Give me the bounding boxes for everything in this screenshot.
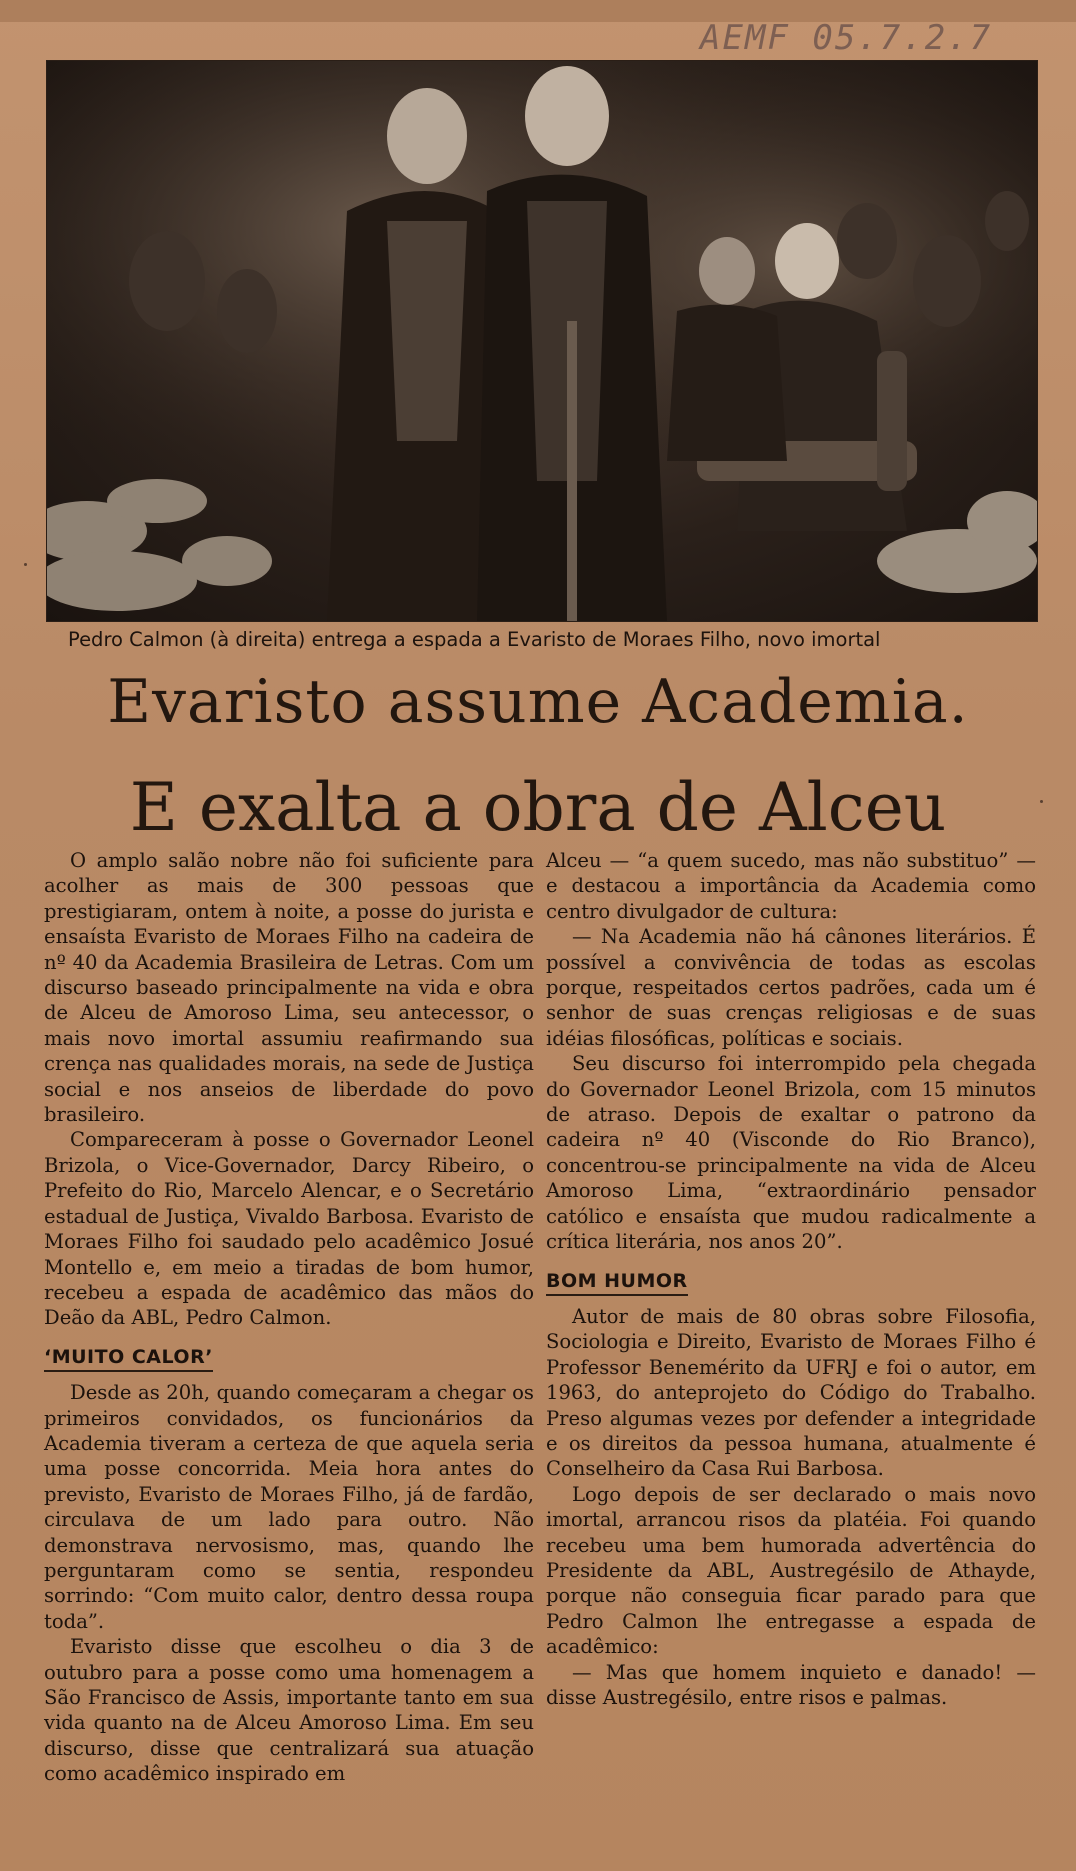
article-paragraph: O amplo salão nobre não foi suficiente para acolher as mais de 300 pessoas que prestigiaram, ontem à noite, a posse do jurista e ensaísta Evaristo de Moraes Filho na cadeira de nº 40 da Academia Brasileira de Letras. Com um discurso baseado principalmente na vida e obra de Alceu de Amoroso Lima, seu antecessor, o mais novo imortal assumiu reafirmando sua crença nas qualidades morais, na sede de Justiça social e nos anseios de liberdade do povo brasileiro. bbox=[44, 849, 534, 1127]
article-paragraph: Desde as 20h, quando começaram a chegar os primeiros convidados, os funcionários da Academia tiveram a certeza de que aquela seria uma posse concorrida. Meia hora antes do previsto, Evaristo de Moraes Filho, já de fardão, circulava de um lado para outro. Não demonstrava nervosismo, mas, quando lhe perguntaram como se sentia, respondeu sorrindo: “Com muito calor, dentro dessa roupa toda”. bbox=[44, 1381, 534, 1633]
article-paragraph: Compareceram à posse o Governador Leonel Brizola, o Vice-Governador, Darcy Ribeiro, o Prefeito do Rio, Marcelo Alencar, e o Secretário estadual de Justiça, Vivaldo Barbosa. Evaristo de Moraes Filho foi saudado pelo acadêmico Josué Montello e, em meio a tiradas de bom humor, recebeu a espada de acadêmico das mãos do Deão da ABL, Pedro Calmon. bbox=[44, 1128, 534, 1330]
paper-speck bbox=[24, 563, 27, 566]
article-paragraph: — Mas que homem inquieto e danado! — disse Austregésilo, entre risos e palmas. bbox=[546, 1660, 1036, 1709]
paper-speck bbox=[1040, 800, 1043, 803]
headline-line-2: E exalta a obra de Alceu bbox=[129, 769, 947, 846]
article-column-left bbox=[44, 848, 534, 1787]
section-subhead: BOM HUMOR bbox=[546, 1269, 688, 1296]
news-photo bbox=[46, 60, 1038, 622]
article-paragraph: Alceu — “a quem sucedo, mas não substituo” — e destacou a importância da Academia como centro divulgador de cultura: bbox=[546, 849, 1036, 923]
article-column-right bbox=[546, 848, 1036, 1710]
section-subhead: ‘MUITO CALOR’ bbox=[44, 1345, 213, 1372]
article-paragraph: Logo depois de ser declarado o mais novo imortal, arrancou risos da platéia. Foi quando recebeu uma bem humorada advertência do Presidente da ABL, Austregésilo de Athayde, porque não conseguia ficar parado para que Pedro Calmon lhe entregasse a espada de acadêmico: bbox=[546, 1482, 1036, 1659]
headline-line-1: Evaristo assume Academia. bbox=[107, 667, 969, 737]
article-paragraph: Autor de mais de 80 obras sobre Filosofia, Sociologia e Direito, Evaristo de Moraes Filho é Professor Benemérito da UFRJ e foi o autor, em 1963, do anteprojeto do Código do Trabalho. Preso algumas vezes por defender a integridade e os direitos da pessoa humana, atualmente é Conselheiro da Casa Rui Barbosa. bbox=[546, 1304, 1036, 1481]
ceremony-photo-illustration bbox=[47, 61, 1037, 621]
handwritten-note: AEMF 05.7.2.7 bbox=[700, 18, 993, 58]
photo-caption: Pedro Calmon (à direita) entrega a espada a Evaristo de Moraes Filho, novo imortal bbox=[68, 628, 881, 651]
article-paragraph: Evaristo disse que escolheu o dia 3 de outubro para a posse como uma homenagem a São Francisco de Assis, importante tanto em sua vida quanto na de Alceu Amoroso Lima. Em seu discurso, disse que centralizará sua atuação como acadêmico inspirado em bbox=[44, 1635, 534, 1786]
article-paragraph: — Na Academia não há cânones literários. É possível a convivência de todas as escolas porque, respeitados certos padrões, cada um é senhor de suas crenças religiosas e de suas idéias filosóficas, políticas e sociais. bbox=[546, 925, 1036, 1050]
article-paragraph: Seu discurso foi interrompido pela chegada do Governador Leonel Brizola, com 15 minutos de atraso. Depois de exaltar o patrono da cadeira nº 40 (Visconde do Rio Branco), concentrou-se principalmente na vida de Alceu Amoroso Lima, “extraordinário pensador católico e ensaísta que mudou radicalmente a crítica literária, nos anos 20”. bbox=[546, 1052, 1036, 1254]
